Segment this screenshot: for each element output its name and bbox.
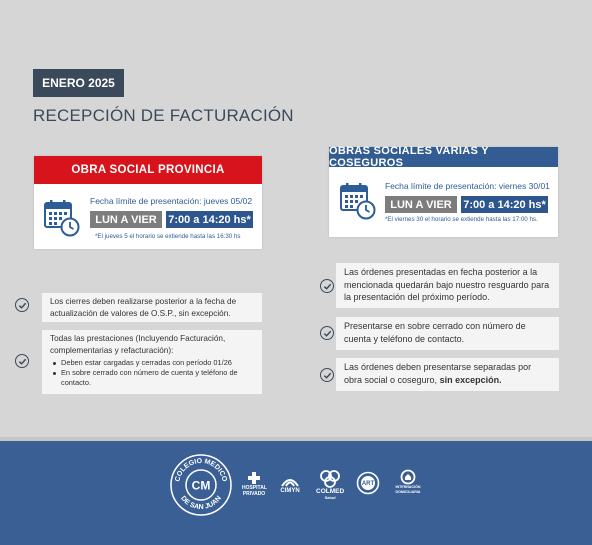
seal-initials: CM bbox=[191, 478, 211, 493]
cimyn-mark-icon bbox=[280, 474, 300, 488]
colmed-logo bbox=[316, 470, 344, 500]
card-title: OBRAS SOCIALES VARIAS Y COSEGUROS bbox=[329, 147, 558, 167]
info-item bbox=[42, 293, 262, 322]
month-badge: ENERO 2025 bbox=[33, 69, 124, 97]
page-title: RECEPCIÓN DE FACTURACIÓN bbox=[33, 106, 294, 125]
check-icon bbox=[320, 368, 334, 382]
hospital-cross-icon bbox=[247, 471, 261, 485]
art-mark-icon bbox=[356, 471, 380, 495]
deadline-text: Fecha límite de presentación: jueves 05/02 bbox=[90, 196, 253, 206]
check-icon bbox=[15, 354, 29, 368]
check-icon bbox=[320, 326, 334, 340]
info-item bbox=[336, 358, 559, 391]
days-pill: LUN A VIER bbox=[90, 211, 162, 228]
colegio-medico-seal bbox=[170, 454, 232, 516]
hospital-privado-logo bbox=[242, 471, 266, 497]
check-icon bbox=[15, 298, 29, 312]
info-text: Las órdenes presentadas en fecha posterior a la mencionada quedarán bajo nuestro resguardo para la presentación del próximo período. bbox=[344, 267, 550, 302]
emphasis-text: sin excepción. bbox=[439, 374, 502, 385]
seal-top-text: COLEGIO MEDICO bbox=[174, 457, 228, 483]
logo-label: COLMED bbox=[316, 488, 345, 495]
info-item bbox=[336, 263, 559, 308]
obras-sociales-varias-card bbox=[329, 147, 558, 237]
days-pill: LUN A VIER bbox=[385, 196, 457, 213]
extended-hours-note: *El jueves 5 el horario se extiende hasta las 16:30 hs bbox=[95, 233, 241, 240]
info-text: Presentarse en sobre cerrado con número de cuenta y teléfono de contacto. bbox=[344, 321, 526, 344]
info-item bbox=[336, 317, 559, 350]
art-text: ART bbox=[361, 481, 375, 488]
extended-hours-note: *El viernes 30 el horario se extiende hasta las 17:00 hs. bbox=[385, 216, 538, 223]
home-care-icon bbox=[400, 469, 416, 485]
sub-list bbox=[50, 358, 254, 388]
obra-social-provincia-card bbox=[34, 156, 262, 249]
cimyn-logo bbox=[280, 474, 300, 494]
logo-label: CIMYN bbox=[280, 488, 300, 494]
art-logo bbox=[356, 471, 380, 495]
info-text: Los cierres deben realizarse posterior a la fecha de actualización de valores de O.S.P., sin excepción. bbox=[50, 297, 237, 318]
schedule-row bbox=[385, 196, 548, 213]
logo-label: HOSPITAL PRIVADO bbox=[242, 485, 267, 497]
schedule-row bbox=[90, 211, 253, 228]
logo-label: INTERNACIÓN DOMICILIARIA bbox=[395, 485, 421, 494]
footer bbox=[0, 441, 592, 545]
internacion-domiciliaria-logo bbox=[392, 469, 424, 494]
calendar-clock-icon bbox=[44, 199, 80, 237]
seal-bottom-text: DE SAN JUAN bbox=[179, 494, 223, 512]
info-item bbox=[42, 330, 262, 394]
list-item: En sobre cerrado con número de cuenta y teléfono de contacto. bbox=[50, 368, 254, 388]
logo-sublabel: Salud bbox=[324, 495, 336, 500]
calendar-clock-icon bbox=[340, 182, 376, 220]
check-icon bbox=[320, 279, 334, 293]
deadline-text: Fecha límite de presentación: viernes 30/01 bbox=[385, 181, 550, 191]
list-item: Deben estar cargadas y cerradas con período 01/26 bbox=[50, 358, 254, 368]
info-text: Todas las prestaciones (Incluyendo Facturación, complementarias y refacturación): bbox=[50, 334, 226, 355]
card-title: OBRA SOCIAL PROVINCIA bbox=[34, 156, 262, 184]
hours-pill: 7:00 a 14:20 hs* bbox=[461, 196, 548, 213]
hours-pill: 7:00 a 14:20 hs* bbox=[166, 211, 253, 228]
info-text: Las órdenes deben presentarse separadas por obra social o coseguro, bbox=[344, 362, 532, 385]
colmed-mark-icon bbox=[319, 470, 341, 488]
